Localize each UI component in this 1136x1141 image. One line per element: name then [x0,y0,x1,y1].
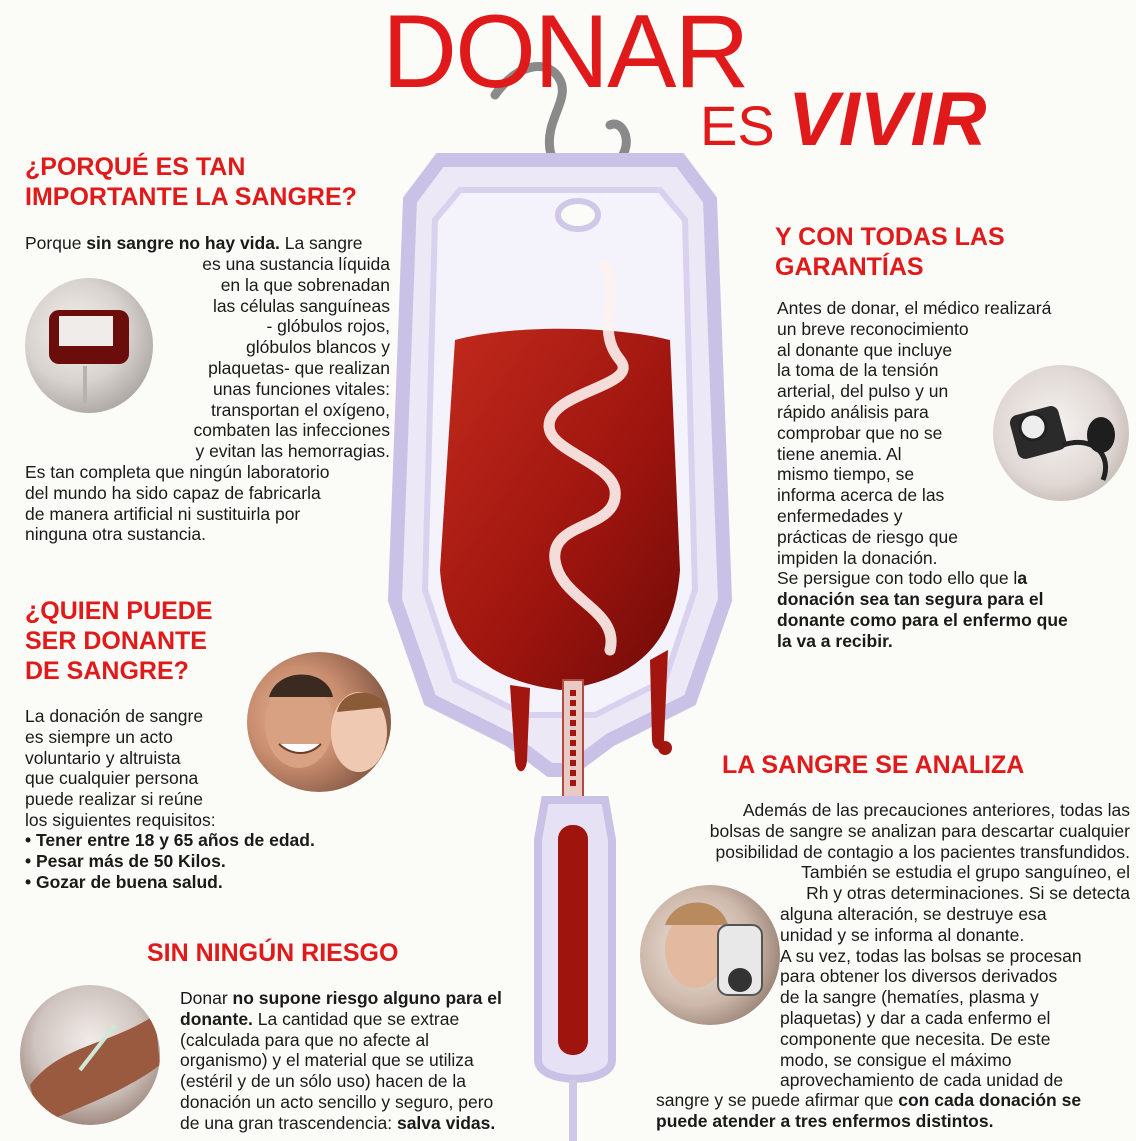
requirement-item: • Pesar más de 50 Kilos. [25,851,385,872]
section-who-heading: ¿QUIEN PUEDE SER DONANTE DE SANGRE? [25,597,213,685]
requirement-item: • Tener entre 18 y 65 años de edad. [25,830,385,851]
section-guarantees [775,222,1105,282]
section-analysis-body-2: alguna alteración, se destruye esa unidad y se informa al donante. A su vez, todas las bolsas se procesan para obtener los diversos derivados de la sangre (hematíes, plasma y plaquetas) y dar a cada enfermo el componente que necesita. De este modo, se consigue el máximo aprovechamiento de cada unidad de [780,904,1082,1091]
hang-hole [558,201,598,229]
section-no-risk-body: Donar no supone riesgo alguno para el donante. La cantidad que se extrae (calculada para que no afecte al organismo) y el material que se utiliza (estéril y de un sólo uso) hacen de la donación un acto sencillo y seguro, pero de una gran trascendencia: salva vidas. [180,988,502,1133]
section-why-intro: Porque sin sangre no hay vida. La sangre [25,233,363,253]
blood-bag-photo [25,278,153,413]
section-why-heading: ¿PORQUÉ ES TAN IMPORTANTE LA SANGRE? [25,153,357,211]
section-guarantees-heading: Y CON TODAS LAS GARANTÍAS [775,223,1005,281]
section-analysis-conclusion: sangre y se puede afirmar que con cada donación se puede atender a tres enfermos distintos. [656,1090,1082,1131]
requirement-item: • Gozar de buena salud. [25,872,385,893]
lab-technician-photo [640,885,780,1025]
title-es: ES [700,94,775,157]
section-analysis-heading: LA SANGRE SE ANALIZA [722,751,1025,779]
blood-pressure-photo [993,365,1129,501]
section-why-blood [25,152,385,212]
section-why-body-2: Es tan completa que ningún laboratorio del mundo ha sido capaz de fabricarla de manera artificial ni sustituirla por ninguna otra sustancia. [25,462,330,545]
requirements-list [25,830,385,893]
section-analysis-body: Además de las precauciones anteriores, todas las bolsas de sangre se analizan para descartar cualquier posibilidad de contagio a los pacientes transfundidos. También se estudia el grupo sanguíneo, el Rh y otras determinaciones. Si se detecta [709,800,1130,904]
section-no-risk-heading: SIN NINGÚN RIESGO [147,939,399,967]
title-vivir: VIVIR [788,77,987,162]
title-donar: DONAR [382,0,748,110]
section-who-body: La donación de sangre es siempre un acto voluntario y altruista que cualquier persona puede realizar si reúne los siguientes requisitos: [25,706,216,830]
arm-donation-photo [20,985,160,1125]
blood-fill [440,329,680,690]
smiling-people-photo [247,652,391,792]
section-guarantees-body: Antes de donar, el médico realizará un breve reconocimiento al donante que incluye la toma de la tensión arterial, del pulso y un rápido análisis para comprobar que no se tiene anemia. Al mismo tiempo, se informa acerca de las enfermedades y prácticas de riesgo que impiden la donación. Se persigue con todo ello que la donación sea tan segura para el donante como para el enfermo que la va a recibir. [777,298,1068,651]
section-who-can [25,596,305,686]
section-why-body: es una sustancia líquida en la que sobrenadan las células sanguíneas - glóbulos rojos, glóbulos blancos y plaquetas- que realizan unas funciones vitales: transportan el oxígeno, combaten las infecciones y evitan las hemorragias. [193,254,390,462]
